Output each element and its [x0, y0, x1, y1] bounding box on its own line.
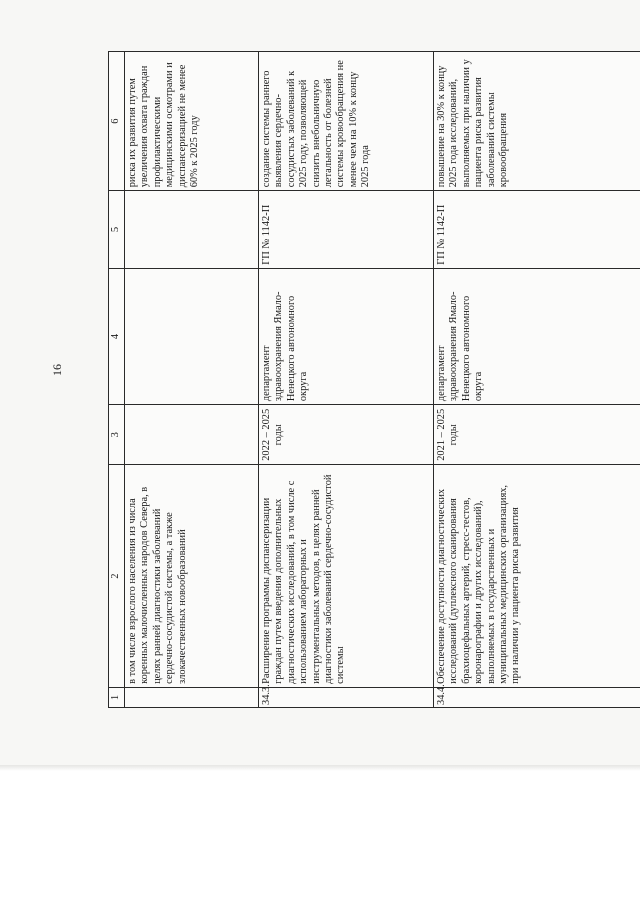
table-row	[434, 52, 640, 708]
column-header: 4	[109, 268, 125, 404]
row-number	[125, 687, 259, 707]
scan-edge	[0, 765, 640, 771]
column-header: 3	[109, 405, 125, 465]
result-cell: риска их развития путем увеличения охвата граждан профилактическими медицинскими осмотрами и диспансеризацией не менее 60% к 2025 году	[125, 52, 259, 191]
executor-cell: департамент здравоохранения Ямало-Ненецкого автономного округа	[259, 268, 434, 404]
executor-cell: департамент здравоохранения Ямало-Ненецкого автономного округа	[434, 268, 640, 404]
document-cell	[125, 191, 259, 269]
measure-cell: в том числе взрослого населения из числа коренных малочисленных народов Севера, в целях ранней диагностики заболеваний сердечно-сосудистой системы, а также злокачественных новообразований	[125, 465, 259, 687]
measures-table	[108, 51, 640, 708]
table-row	[259, 52, 434, 708]
row-number: 34.3.	[259, 687, 434, 707]
column-header: 6	[109, 52, 125, 191]
period-cell: 2021 – 2025 годы	[434, 405, 640, 465]
column-header: 5	[109, 191, 125, 269]
column-numbers-row	[109, 52, 125, 708]
row-number: 34.4.	[434, 687, 640, 707]
measure-cell: Обеспечение доступности диагностических исследований (дуплексного сканирования брахиоцефальных артерий, стресс-тестов, коронарографии и других исследований), выполняемых в государственных и муниципальных медицинских организациях, при наличии у пациента риска развития	[434, 465, 640, 687]
result-cell: повышение на 30% к концу 2025 года исследований, выполняемых при наличии у пациента риска развития заболеваний системы кровообращения	[434, 52, 640, 191]
column-header: 1	[109, 687, 125, 707]
executor-cell	[125, 268, 259, 404]
period-cell	[125, 405, 259, 465]
document-cell: ГП № 1142-П	[434, 191, 640, 269]
page-number: 16	[50, 364, 64, 376]
column-header: 2	[109, 465, 125, 687]
document-cell: ГП № 1142-П	[259, 191, 434, 269]
table-row	[125, 52, 259, 708]
measure-cell: Расширение программы диспансеризации граждан путем введения дополнительных диагностических исследований, в том числе с использованием лабораторных и инструментальных методов, в целях ранней диагностики заболеваний сердечно-сосудистой системы	[259, 465, 434, 687]
result-cell: создание системы раннего выявления сердечно-сосудистых заболеваний к 2025 году, позволяющей снизить внебольничную летальность от болезней системы кровообращения не менее чем на 10% к концу 2025 года	[259, 52, 434, 191]
period-cell: 2022 – 2025 годы	[259, 405, 434, 465]
